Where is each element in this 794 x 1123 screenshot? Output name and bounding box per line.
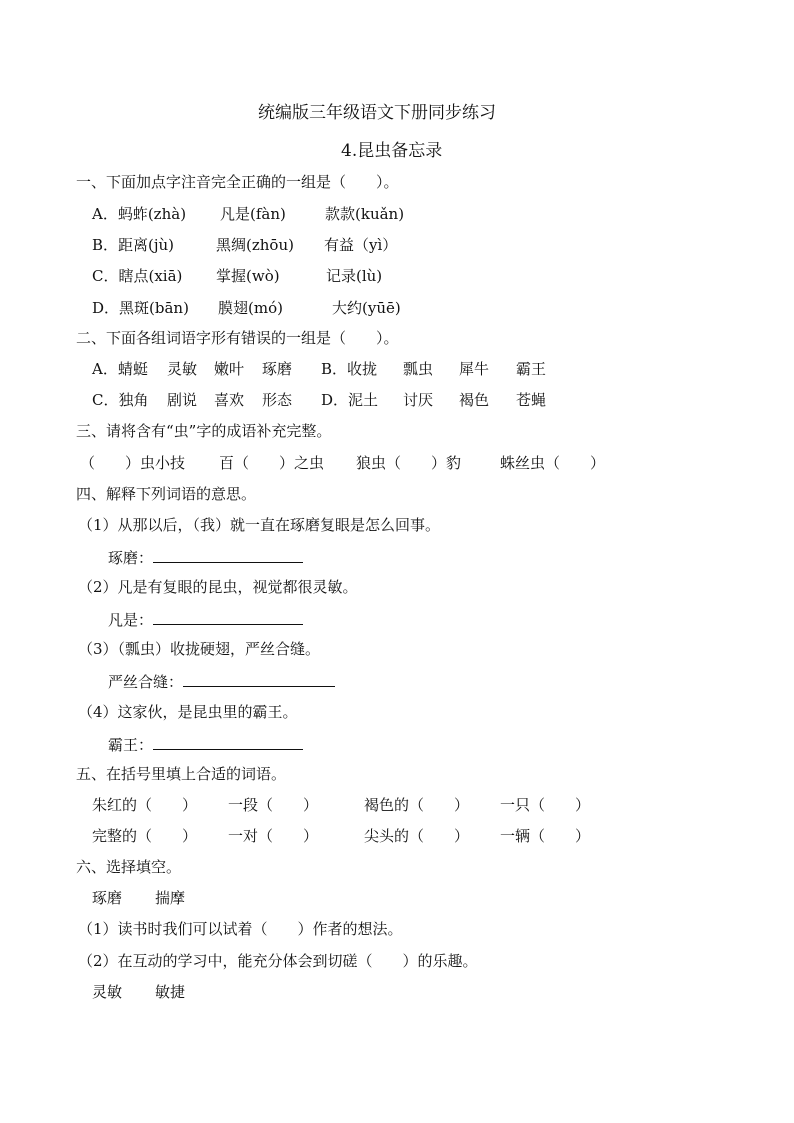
q5-r1-1: 朱红的（ ） <box>92 796 198 814</box>
q5-r1-2: 一段（ ） <box>228 796 319 814</box>
q3-idiom-2: 百（ ）之虫 <box>219 454 325 472</box>
q4-word-1: 琢磨： <box>108 549 154 567</box>
q2-a-4: 琢磨 <box>262 360 293 378</box>
q1-d3: 大约(yūē) <box>332 299 401 317</box>
q1-a2: 凡是(fàn) <box>220 205 286 223</box>
q2-b-4: 霸王 <box>516 360 547 378</box>
q4-prompt: 四、解释下列词语的意思。 <box>76 485 257 503</box>
q4-answer-blank-2[interactable] <box>153 608 303 625</box>
q6-prompt: 六、选择填空。 <box>76 858 182 876</box>
q4-word-2: 凡是： <box>108 611 154 629</box>
q5-r2-2: 一对（ ） <box>228 827 319 845</box>
q3-idiom-1: （ ）虫小技 <box>80 454 186 472</box>
q2-c-4: 形态 <box>262 391 293 409</box>
q6-sentence-1: （1）读书时我们可以试着（ ）作者的想法。 <box>78 920 403 938</box>
q1-prompt: 一、下面加点字注音完全正确的一组是（ ）。 <box>76 173 399 191</box>
q4-word-3: 严丝合缝： <box>108 673 184 691</box>
q2-b-2: 瓢虫 <box>403 360 434 378</box>
q3-idiom-4: 蛛丝虫（ ） <box>500 454 606 472</box>
q3-idiom-3: 狼虫（ ）豹 <box>356 454 462 472</box>
q5-prompt: 五、在括号里填上合适的词语。 <box>76 765 287 783</box>
q4-answer-blank-4[interactable] <box>153 733 303 750</box>
q5-r2-3: 尖头的（ ） <box>364 827 470 845</box>
q4-word-4: 霸王： <box>108 736 154 754</box>
q5-r2-1: 完整的（ ） <box>92 827 198 845</box>
q2-c-1: C．独角 <box>92 391 149 409</box>
q1-b3: 有益（yì） <box>324 236 398 254</box>
q6-word-option-2: 揣摩 <box>155 889 186 907</box>
q1-b2: 黑绸(zhōu) <box>216 236 294 254</box>
q2-a-3: 嫩叶 <box>214 360 245 378</box>
q1-b1: B．距离(jù) <box>92 236 175 254</box>
q2-prompt: 二、下面各组词语字形有错误的一组是（ ）。 <box>76 329 399 347</box>
q4-sentence-2: （2）凡是有复眼的昆虫，视觉都很灵敏。 <box>78 578 358 596</box>
q2-b-3: 犀牛 <box>459 360 490 378</box>
q4-sentence-3: （3）（瓢虫）收拢硬翅，严丝合缝。 <box>78 640 321 658</box>
lesson-subtitle: 4.昆虫备忘录 <box>341 141 443 161</box>
q1-d1: D．黑斑(bān) <box>92 299 189 317</box>
q5-r1-3: 褐色的（ ） <box>364 796 470 814</box>
q6-word-option-3: 灵敏 <box>92 983 123 1001</box>
q1-c2: 掌握(wò) <box>216 267 280 285</box>
q2-a-1: A．蜻蜓 <box>92 360 148 378</box>
q2-c-3: 喜欢 <box>214 391 245 409</box>
q5-r1-4: 一只（ ） <box>500 796 591 814</box>
q4-sentence-1: （1）从那以后，（我）就一直在琢磨复眼是怎么回事。 <box>78 516 441 534</box>
q1-a3: 款款(kuǎn) <box>325 205 405 223</box>
q4-answer-blank-1[interactable] <box>153 546 303 563</box>
q4-sentence-4: （4）这家伙，是昆虫里的霸王。 <box>78 703 298 721</box>
worksheet-title: 统编版三年级语文下册同步练习 <box>258 103 496 123</box>
q6-word-option-4: 敏捷 <box>155 983 186 1001</box>
q2-a-2: 灵敏 <box>167 360 198 378</box>
q2-d-3: 褐色 <box>459 391 490 409</box>
q4-answer-row-2 <box>108 608 303 630</box>
q1-a1: A．蚂蚱(zhà) <box>92 205 187 223</box>
q4-answer-row-3 <box>108 670 335 692</box>
q2-d-4: 苍蝇 <box>516 391 547 409</box>
q2-b-1: B．收拢 <box>321 360 378 378</box>
q4-answer-blank-3[interactable] <box>183 670 335 687</box>
q2-d-1: D．泥土 <box>321 391 379 409</box>
q2-d-2: 讨厌 <box>403 391 434 409</box>
q5-r2-4: 一辆（ ） <box>500 827 591 845</box>
q1-d2: 膜翅(mó) <box>218 299 283 317</box>
q4-answer-row-4 <box>108 733 303 755</box>
q4-answer-row-1 <box>108 546 303 568</box>
q6-sentence-2: （2）在互动的学习中，能充分体会到切磋（ ）的乐趣。 <box>78 952 478 970</box>
q1-c3: 记录(lù) <box>326 267 383 285</box>
q2-c-2: 剧说 <box>167 391 198 409</box>
q1-c1: C．瞎点(xiā) <box>92 267 183 285</box>
q3-prompt: 三、请将含有“虫”字的成语补充完整。 <box>76 422 332 440</box>
q6-word-option-1: 琢磨 <box>92 889 123 907</box>
